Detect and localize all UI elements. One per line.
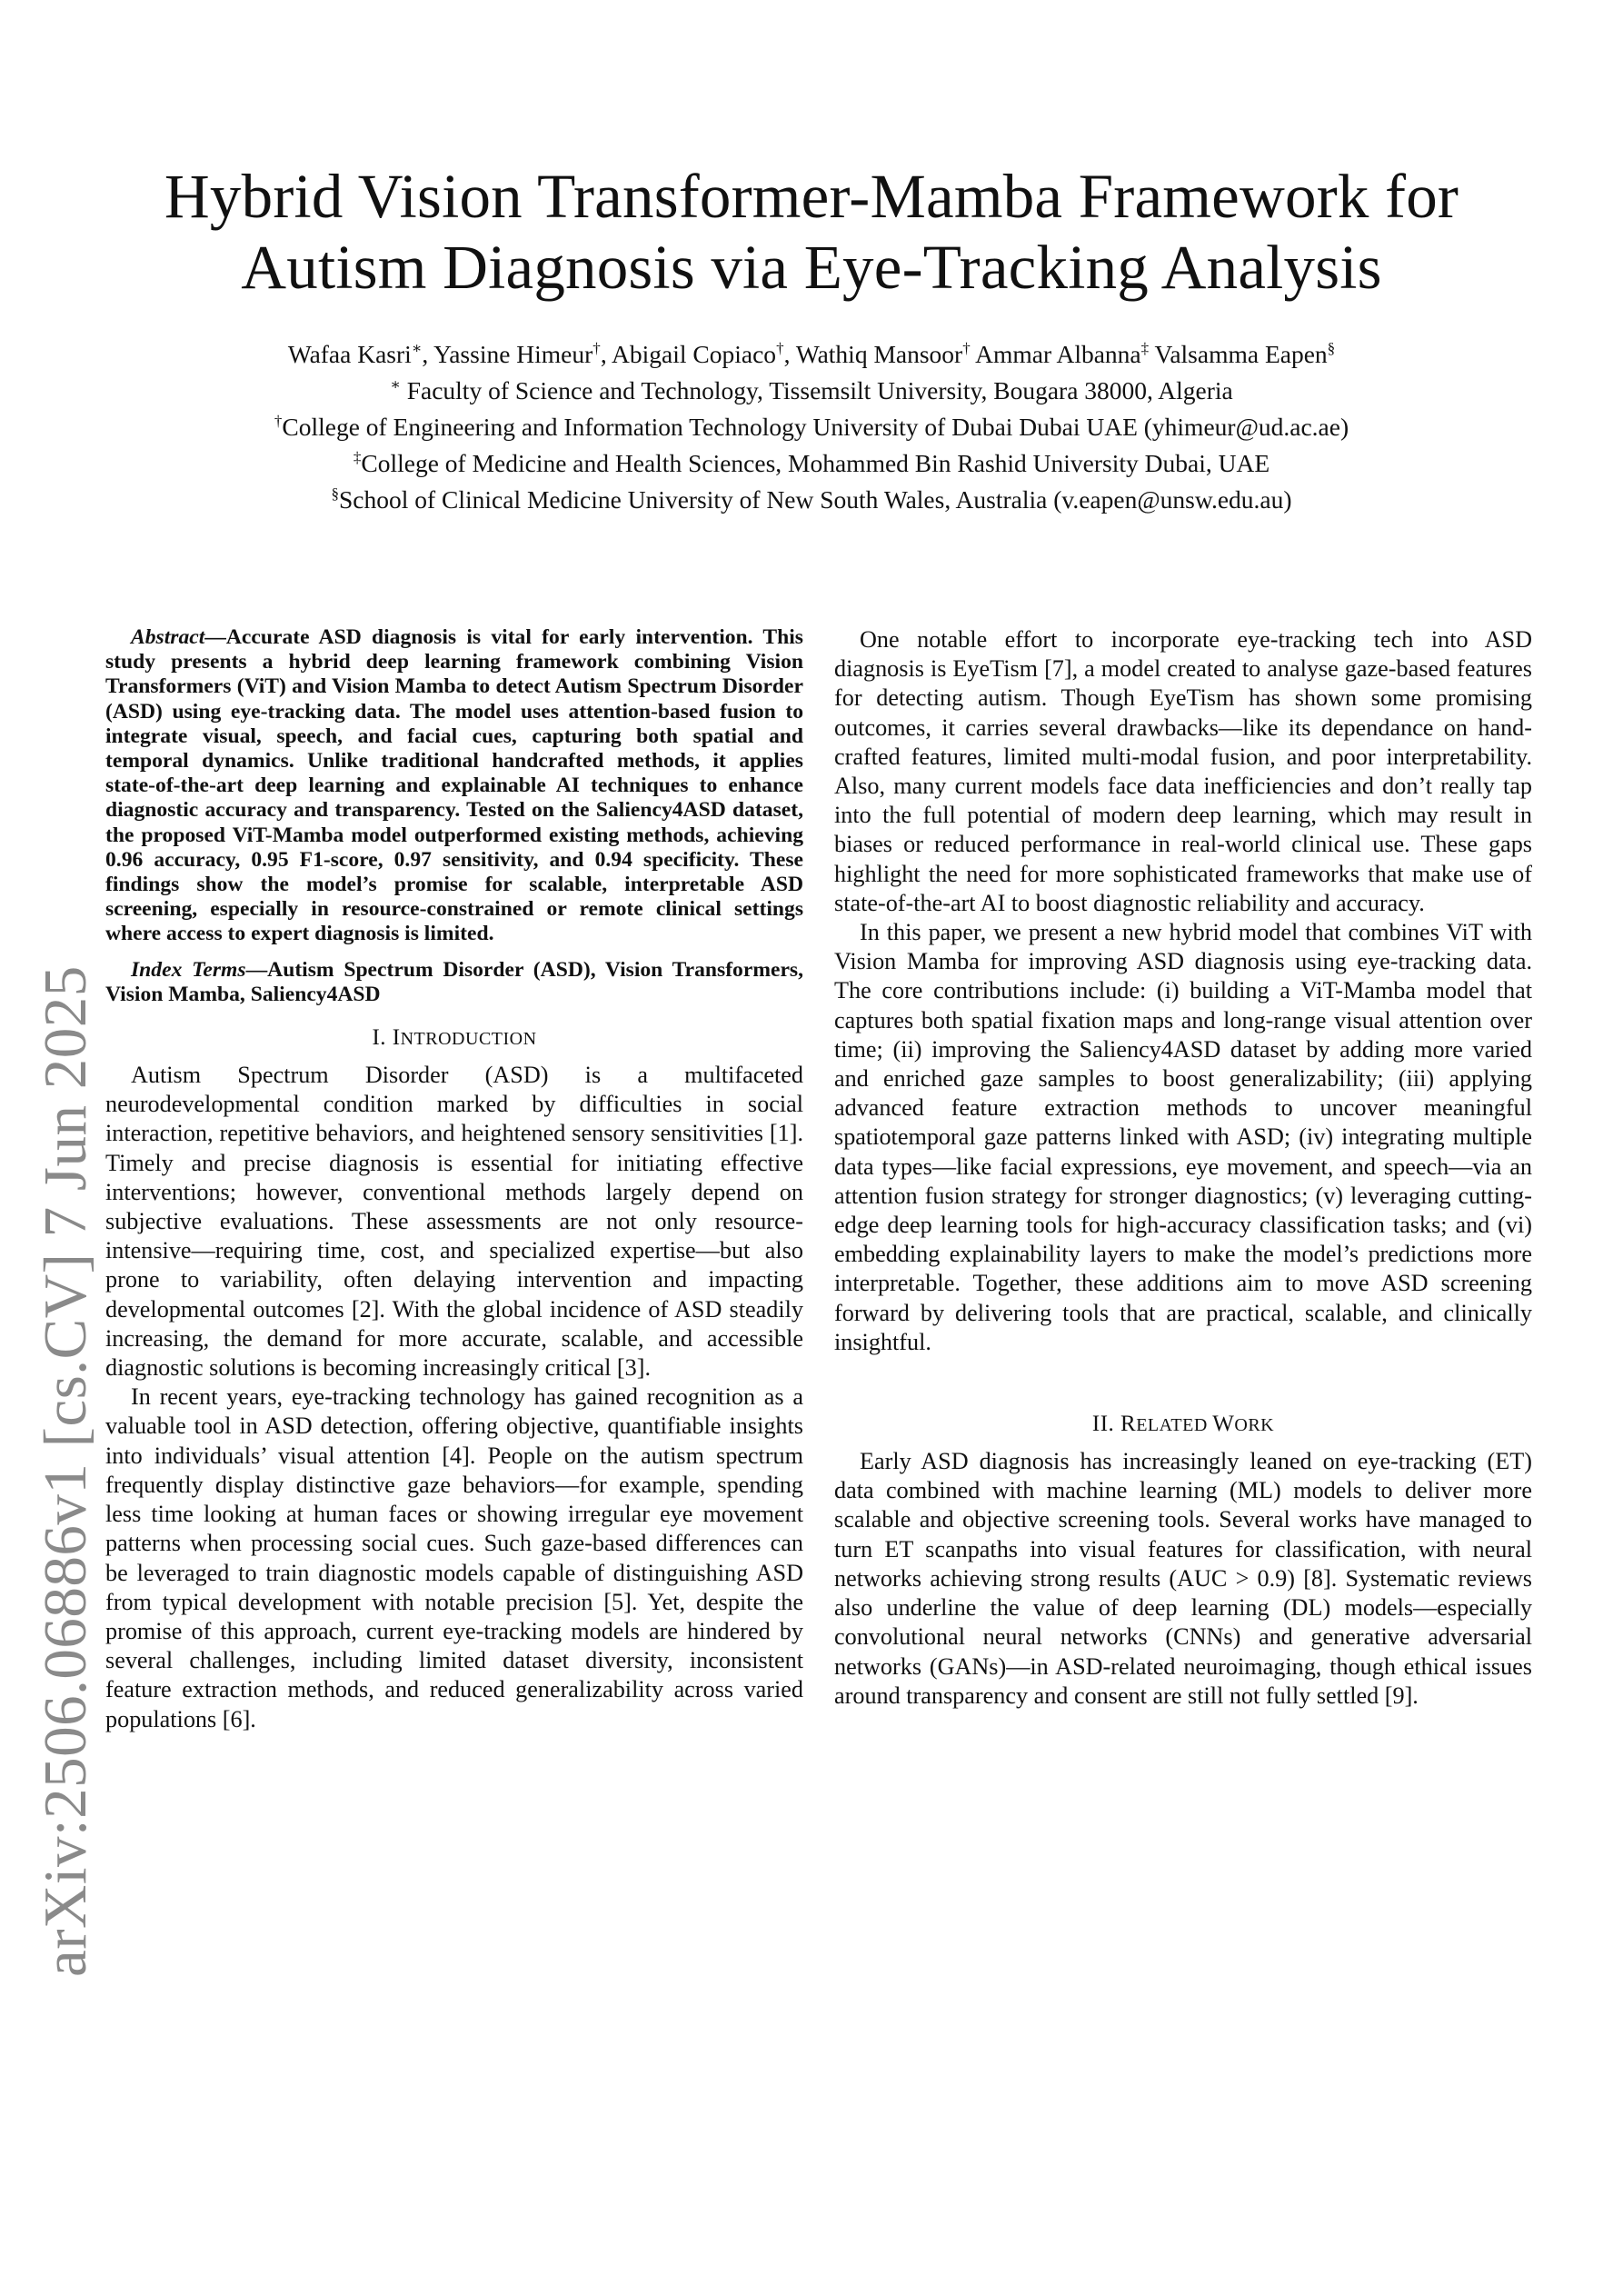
paper-title [55,162,1568,304]
affiliation-mark: § [1327,339,1336,357]
author-name: Wafaa Kasri [287,340,412,368]
title-line-2: Autism Diagnosis via Eye-Tracking Analysis [241,232,1382,302]
affiliation-mark: ∗ [390,375,401,394]
index-terms [105,958,803,1007]
left-column [105,625,803,1734]
affiliation-3 [55,445,1568,482]
affiliation-mark: † [962,339,971,357]
author-name: Ammar Albanna [970,340,1141,368]
arxiv-stamp: arXiv:2506.06886v1 [cs.CV] 7 Jun 2025 [32,965,99,1977]
section-heading-related-work: II. RELATED WORK [1091,1412,1275,1437]
affiliation-1 [55,373,1568,409]
affiliation-mark: § [331,484,339,503]
index-terms-label: Index Terms [131,957,246,982]
title-line-1: Hybrid Vision Transformer-Mamba Framework for [164,162,1459,231]
abstract-text: —Accurate ASD diagnosis is vital for early intervention. This study presents a hybrid deep learning framework combining Vision Transformers (ViT) and Vision Mamba to detect Autism Spectrum Disorder (ASD) using eye-tracking data. The model uses attention-based fusion to integrate visual, speech, and facial cues, capturing both spatial and temporal dynamics. Unlike traditional handcrafted methods, it applies state-of-the-art deep learning and explainable AI techniques to enhance diagnostic accuracy and transparency. Tested on the Saliency4ASD dataset, the proposed ViT-Mamba model outperformed existing methods, achieving 0.96 accuracy, 0.95 F1-score, 0.97 sensitivity, and 0.94 specificity. These findings show the model’s promise for scalable, interpretable ASD screening, especially in resource-constrained or remote clinical settings where access to expert diagnosis is limited. [105,625,803,946]
affiliation-mark: † [592,339,601,357]
affiliation-mark: ‡ [353,448,362,466]
author-block [55,336,1568,518]
affiliation-mark: ∗ [411,339,423,357]
index-terms-text: —Autism Spectrum Disorder (ASD), Vision Transformers, Vision Mamba, Saliency4ASD [105,957,803,1006]
abstract-label: Abstract [131,625,205,649]
affiliation-mark: † [776,339,784,357]
author-name: Valsamma Eapen [1149,340,1328,368]
affiliation-text: Faculty of Science and Technology, Tissemsilt University, Bougara 38000, Algeria [400,376,1233,404]
author-name: , Yassine Himeur [422,340,593,368]
abstract [105,625,803,947]
intro-paragraph-4: In this paper, we present a new hybrid model that combines ViT with Vision Mamba for improving ASD diagnosis using eye-tracking data. The core contributions include: (i) building a ViT-Mamba model that captures both spatial fixation maps and long-range visual attention over time; (ii) improving the Saliency4ASD dataset by adding more varied and enriched gaze samples to boost generalizability; (iii) applying advanced feature extraction methods to uncover meaningful spatiotemporal gaze patterns linked with ASD; (iv) integrating multiple data types—like facial expressions, eye movement, and speech—via an attention fusion strategy for stronger diagnostics; (v) leveraging cutting-edge deep learning tools for high-accuracy classification tasks; and (vi) embedding explainability layers to make the model’s predictions more interpretable. Together, these additions aim to move ASD screening forward by delivering tools that are practical, scalable, and clinically insightful. [834,919,1532,1355]
author-list [55,336,1568,373]
right-column [834,625,1532,1711]
author-name: , Abigail Copiaco [600,340,777,368]
intro-paragraph-3: One notable effort to incorporate eye-tracking tech into ASD diagnosis is EyeTism [7], a model created to analyse gaze-based features for detecting autism. Though EyeTism has shown some promising outcomes, it carries several drawbacks—like its dependance on hand-crafted features, limited multi-modal fusion, and poor interpretability. Also, many current models face data inefficiencies and don’t really tap into the full potential of modern deep learning, which may result in biases or reduced performance in real-world clinical use. These gaps highlight the need for more sophisticated frameworks that make use of state-of-the-art AI to boost diagnostic reliability and accuracy. [834,626,1532,916]
affiliation-text: School of Clinical Medicine University of New South Wales, Australia (v.eapen@unsw.edu.au) [338,485,1292,514]
affiliation-mark: † [274,412,283,430]
author-name: , Wathiq Mansoor [783,340,963,368]
affiliation-mark: ‡ [1140,339,1150,357]
intro-paragraph-2: In recent years, eye-tracking technology has gained recognition as a valuable tool in ASD detection, offering objective, quantifiable insights into individuals’ visual attention [4]. People on the autism spectrum frequently display distinctive gaze behaviors—for example, spending less time looking at human faces or showing irregular eye movement patterns when processing social cues. Such gaze-based differences can be leveraged to train diagnostic models capable of distinguishing ASD from typical development with notable precision [5]. Yet, despite the promise of this approach, current eye-tracking models are hindered by several challenges, including limited dataset diversity, inconsistent feature extraction methods, and reduced generalizability across varied populations [6]. [105,1383,803,1732]
affiliation-text: College of Medicine and Health Sciences, Mohammed Bin Rashid University Dubai, UAE [361,449,1270,477]
intro-paragraph-1: Autism Spectrum Disorder (ASD) is a multifaceted neurodevelopmental condition marked by difficulties in social interaction, repetitive behaviors, and heightened sensory sensitivities [1]. Timely and precise diagnosis is essential for initiating effective interventions; however, conventional methods largely depend on subjective evaluations. These assessments are not only resource-intensive—requiring time, cost, and specialized expertise—but also prone to variability, often delaying intervention and impacting developmental outcomes [2]. With the global incidence of ASD steadily increasing, the demand for more accurate, scalable, and accessible diagnostic solutions is becoming increasingly critical [3]. [105,1062,803,1382]
section-heading-introduction: I. INTRODUCTION [372,1025,537,1051]
related-work-paragraph-1: Early ASD diagnosis has increasingly leaned on eye-tracking (ET) data combined with machine learning (ML) models to deliver more scalable and objective screening tools. Several works have managed to turn ET scanpaths into visual features for classification, with neural networks achieving strong results (AUC > 0.9) [8]. Systematic reviews also underline the value of deep learning (DL) models—especially convolutional neural networks (CNNs) and generative adversarial networks (GANs)—in ASD-related neuroimaging, though ethical issues around transparency and consent are still not fully settled [9]. [834,1448,1532,1709]
affiliation-4 [55,482,1568,518]
affiliation-2 [55,409,1568,445]
affiliation-text: College of Engineering and Information Technology University of Dubai Dubai UAE (yhimeur@ud.ac.ae) [282,413,1349,441]
